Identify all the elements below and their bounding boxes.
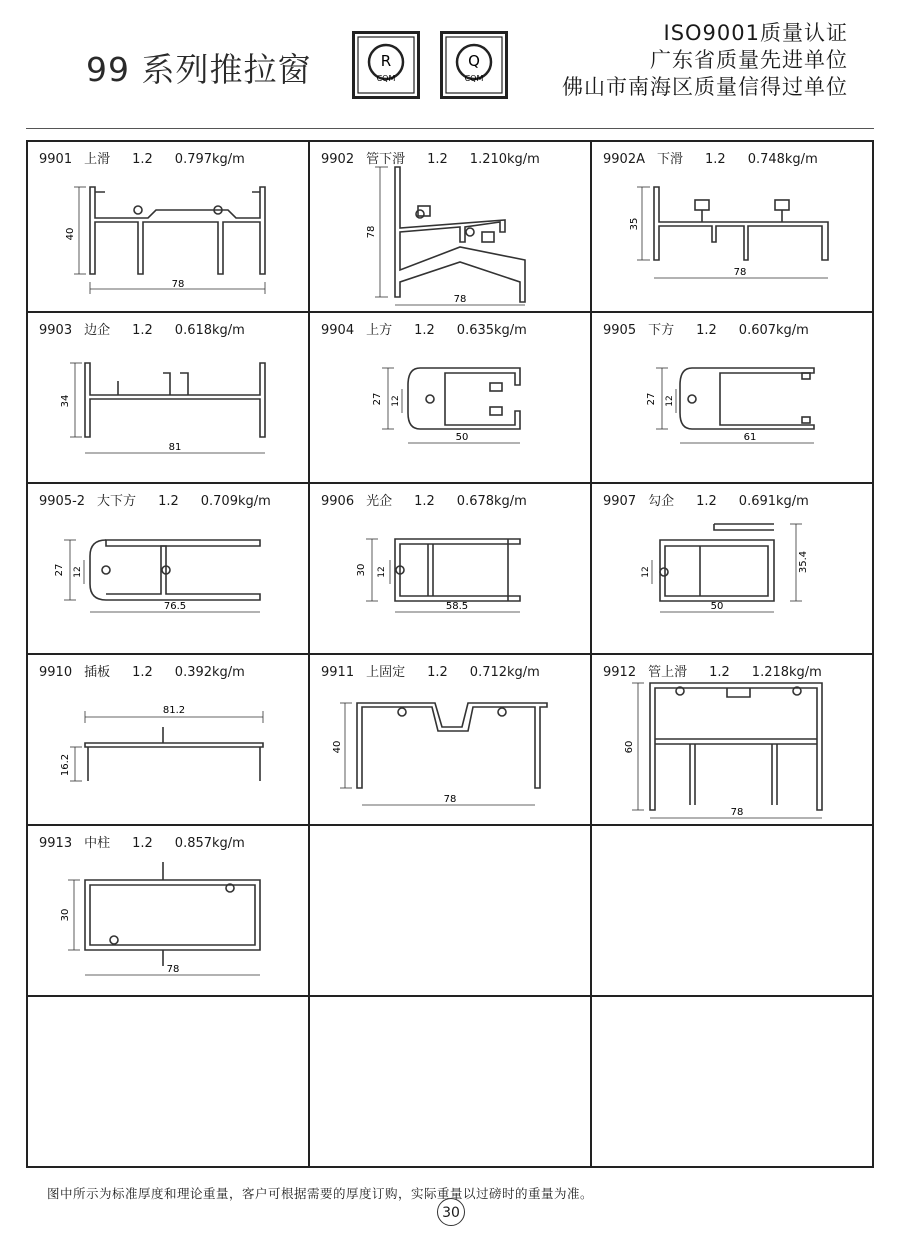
profile-label: 9910 插板 1.2 0.392kg/m <box>39 665 245 680</box>
empty-cell <box>310 826 592 997</box>
profile-label: 9911 上固定 1.2 0.712kg/m <box>321 665 540 680</box>
profile-label: 9903 边企 1.2 0.618kg/m <box>39 323 245 338</box>
dim-slot: 12 <box>665 395 675 407</box>
profile-cell-9907 <box>592 484 872 655</box>
dim-height: 30 <box>356 563 367 577</box>
profile-drawing <box>28 313 310 484</box>
footer-note: 图中所示为标准厚度和理论重量，客户可根据需要的厚度订购，实际重量以过磅时的重量为准。 <box>47 1186 594 1201</box>
dim-height: 30 <box>60 908 71 922</box>
dim-width: 78 <box>166 964 180 975</box>
profile-drawing <box>28 142 310 313</box>
logo-mark-r: R <box>380 52 392 70</box>
profile-cell-9902a <box>592 142 872 313</box>
page-title: 99 系列推拉窗 <box>86 50 312 89</box>
cert-foshan: 佛山市南海区质量信得过单位 <box>562 75 848 99</box>
profile-cell-9902 <box>310 142 592 313</box>
dim-height: 34 <box>60 394 71 408</box>
profile-cell-9910 <box>28 655 310 826</box>
cqm-q-logo <box>440 31 508 99</box>
empty-cell <box>310 997 592 1168</box>
dim-width: 81 <box>168 442 182 453</box>
profile-drawing <box>310 655 592 826</box>
profile-cell-9905-2 <box>28 484 310 655</box>
cqm-r-logo <box>352 31 420 99</box>
profile-drawing <box>310 313 592 484</box>
profile-label: 9912 管上滑 1.2 1.218kg/m <box>603 665 822 680</box>
dim-width: 78 <box>453 294 467 305</box>
dim-height: 35.4 <box>798 550 809 574</box>
profile-drawing <box>592 313 872 484</box>
empty-cell <box>28 997 310 1168</box>
dim-width: 78 <box>730 807 744 818</box>
profile-label: 9907 勾企 1.2 0.691kg/m <box>603 494 809 509</box>
certifications <box>562 20 848 101</box>
dim-width: 78 <box>733 267 747 278</box>
dim-slot: 12 <box>641 566 651 578</box>
dim-width: 78 <box>443 794 457 805</box>
profile-label: 9905 下方 1.2 0.607kg/m <box>603 323 809 338</box>
logo-mark-q: Q <box>468 52 480 70</box>
header-rule <box>26 128 874 129</box>
profile-cell-9905 <box>592 313 872 484</box>
dim-slot: 12 <box>73 566 83 578</box>
dim-slot: 12 <box>377 566 387 578</box>
dim-height: 16.2 <box>60 753 71 777</box>
dim-width: 76.5 <box>163 601 187 612</box>
profile-drawing <box>592 484 872 655</box>
dim-height: 40 <box>65 227 76 241</box>
cert-iso: ISO9001质量认证 <box>663 21 848 45</box>
profile-cell-9903 <box>28 313 310 484</box>
dim-slot: 12 <box>391 395 401 407</box>
profile-drawing <box>28 655 310 826</box>
profile-drawing <box>28 484 310 655</box>
dim-width: 81.2 <box>162 705 186 716</box>
profile-label: 9901 上滑 1.2 0.797kg/m <box>39 152 245 167</box>
empty-cell <box>592 997 872 1168</box>
profile-label: 9913 中柱 1.2 0.857kg/m <box>39 836 245 851</box>
dim-height: 35 <box>629 217 640 231</box>
page-number: 30 <box>437 1198 465 1226</box>
profile-drawing <box>592 142 872 313</box>
profile-cell-9913 <box>28 826 310 997</box>
empty-cell <box>592 826 872 997</box>
cert-guangdong: 广东省质量先进单位 <box>650 48 848 72</box>
dim-height: 27 <box>646 392 657 406</box>
dim-height: 60 <box>624 740 635 754</box>
profile-cell-9906 <box>310 484 592 655</box>
profile-drawing <box>310 484 592 655</box>
profile-label: 9904 上方 1.2 0.635kg/m <box>321 323 527 338</box>
profile-cell-9911 <box>310 655 592 826</box>
logo-text-cqm: CQM <box>376 74 396 83</box>
logo-text-cqm: CQM <box>464 74 484 83</box>
dim-width: 58.5 <box>445 601 469 612</box>
dim-width: 50 <box>710 601 724 612</box>
profile-label: 9906 光企 1.2 0.678kg/m <box>321 494 527 509</box>
profile-label: 9905-2 大下方 1.2 0.709kg/m <box>39 494 271 509</box>
profile-drawing <box>592 655 872 826</box>
profile-cell-9904 <box>310 313 592 484</box>
profile-drawing <box>28 826 310 997</box>
dim-width: 61 <box>743 432 757 443</box>
dim-height: 78 <box>366 225 377 239</box>
profile-cell-9901 <box>28 142 310 313</box>
dim-height: 40 <box>332 740 343 754</box>
dim-width: 78 <box>171 279 185 290</box>
profile-cell-9912 <box>592 655 872 826</box>
dim-width: 50 <box>455 432 469 443</box>
profile-grid <box>26 140 874 1168</box>
profile-label: 9902A 下滑 1.2 0.748kg/m <box>603 152 818 167</box>
dim-height: 27 <box>372 392 383 406</box>
dim-height: 27 <box>54 563 65 577</box>
profile-drawing <box>310 142 592 313</box>
profile-label: 9902 管下滑 1.2 1.210kg/m <box>321 152 540 167</box>
